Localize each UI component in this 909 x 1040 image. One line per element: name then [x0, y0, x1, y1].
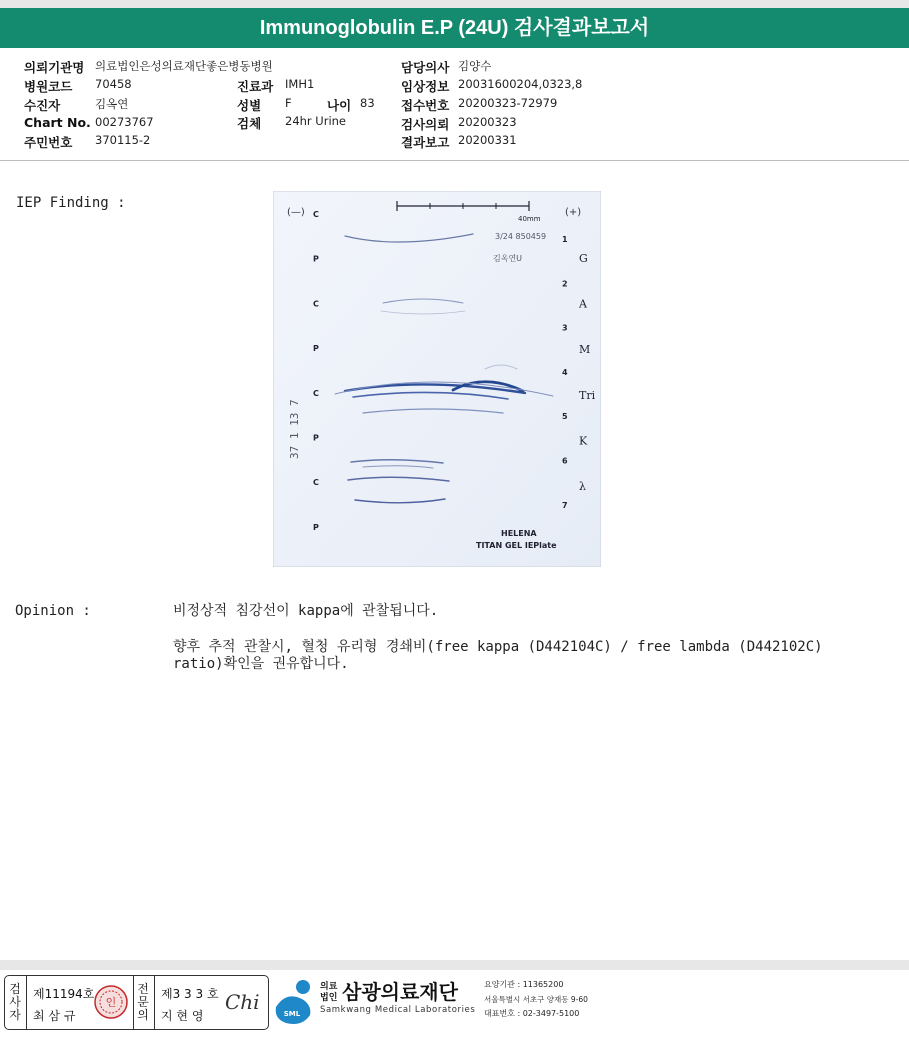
specialist-name: 지 현 영: [161, 1009, 204, 1023]
org-code: 요양기관 : 11365200: [484, 980, 564, 989]
examiner-seal: [93, 984, 129, 1020]
lane-letter: P: [313, 254, 319, 264]
lane-number: 1: [562, 235, 568, 244]
iep-finding-label: IEP Finding :: [16, 195, 126, 211]
report-title: Immunoglobulin E.P (24U) 검사결과보고서: [0, 8, 909, 48]
top-strip: [0, 0, 909, 8]
receipt-label: 접수번호: [401, 98, 450, 113]
doctor-label: 담당의사: [401, 60, 450, 75]
patient-value: 김옥연: [95, 97, 129, 111]
org-address: 서울특별시 서초구 양재동 9-60: [484, 995, 588, 1004]
examiner-vertical-label: 검사자: [9, 982, 21, 1022]
report-date-label: 결과보고: [401, 135, 450, 150]
sample-name: 김옥연U: [493, 254, 523, 263]
opinion-line-1: 비정상적 침강선이 kappa에 관찰됩니다.: [173, 603, 439, 619]
lane-letter: C: [313, 210, 319, 219]
doctor-value: 김양수: [458, 59, 492, 73]
sml-logo-icon: [272, 977, 318, 1027]
institution-label: 의뢰기관명: [24, 60, 85, 75]
request-value: 20200323: [458, 115, 517, 129]
logo-text: SML: [283, 1010, 301, 1018]
lane-letter: C: [313, 299, 319, 309]
scale-label: 40mm: [518, 215, 541, 223]
lane-number: 4: [562, 367, 568, 377]
clinical-label: 임상정보: [401, 79, 450, 94]
divider: [133, 976, 134, 1029]
opinion-label: Opinion :: [15, 603, 91, 619]
patient-info-section: [0, 52, 909, 161]
antiserum-label: Tri: [579, 388, 596, 402]
hospital-code-value: 70458: [95, 77, 132, 91]
antiserum-label: G: [579, 252, 588, 265]
lane-number: 7: [562, 500, 568, 510]
lane-letter: P: [313, 433, 319, 443]
org-prefix-2: 법인: [320, 993, 338, 1003]
id-label: 주민번호: [24, 135, 73, 150]
report-date-value: 20200331: [458, 133, 517, 147]
brand-helena: HELENA: [501, 529, 537, 538]
id-value: 370115-2: [95, 133, 151, 147]
lane-letter: C: [313, 388, 319, 398]
chart-value: 00273767: [95, 115, 154, 129]
sample-id: 3/24 850459: [495, 232, 547, 241]
antiserum-label: K: [579, 434, 588, 448]
examiner-license: 제11194호: [33, 987, 95, 1001]
brand-titan: TITAN GEL IEPlate: [476, 541, 557, 550]
org-prefix-1: 의료: [320, 982, 338, 992]
lane-letter: P: [313, 522, 319, 532]
specialist-vertical-label: 전문의: [137, 982, 149, 1022]
organization-block: [272, 975, 602, 1030]
opinion-line-3: ratio)확인을 권유합니다.: [173, 656, 349, 672]
institution-value: 의료법인은성의료재단좋은병동병원: [95, 59, 273, 73]
age-value: 83: [360, 96, 375, 110]
lane-number: 2: [562, 279, 568, 289]
specialist-signature: Chi: [225, 990, 260, 1014]
minus-label: (—): [287, 207, 305, 218]
org-name: 삼광의료재단: [342, 980, 458, 1004]
antiserum-label: λ: [579, 480, 586, 493]
lane-number: 6: [562, 456, 568, 466]
request-label: 검사의뢰: [401, 117, 450, 132]
seal-text: 인: [105, 996, 117, 1009]
lane-letter: C: [313, 478, 319, 488]
examiner-name: 최 삼 규: [33, 1009, 76, 1023]
divider: [26, 976, 27, 1029]
age-label: 나이: [327, 98, 352, 113]
antiserum-label: M: [579, 343, 591, 357]
org-phone: 대표번호 : 02-3497-5100: [484, 1009, 580, 1018]
lane-number: 5: [562, 412, 568, 422]
opinion-line-2: 향후 추적 관찰시, 혈청 유리형 경쇄비(free kappa (D442104C) / free lambda (D442102C): [173, 639, 823, 655]
chart-label: Chart No.: [24, 115, 91, 130]
dept-label: 진료과: [237, 79, 274, 94]
specialist-license: 제3 3 3 호: [161, 987, 219, 1001]
plus-label: (+): [565, 207, 582, 218]
bottom-strip: [0, 960, 909, 970]
divider: [154, 976, 155, 1029]
clinical-value: 20031600204,0323,8: [458, 77, 583, 91]
side-code: 37 1 13 7: [288, 399, 301, 459]
hospital-code-label: 병원코드: [24, 79, 73, 94]
signature-box: [4, 975, 269, 1030]
specimen-value: 24hr Urine: [285, 114, 347, 128]
sex-label: 성별: [237, 98, 262, 113]
specimen-label: 검체: [237, 116, 262, 131]
iep-gel-image: [273, 191, 601, 567]
patient-label: 수진자: [24, 98, 61, 113]
lane-letter: P: [313, 344, 319, 354]
dept-value: IMH1: [285, 77, 315, 91]
sex-value: F: [285, 96, 292, 110]
antiserum-label: A: [579, 297, 587, 311]
lane-number: 3: [562, 323, 568, 333]
receipt-value: 20200323-72979: [458, 96, 558, 110]
org-english-name: Samkwang Medical Laboratories: [320, 1005, 476, 1015]
